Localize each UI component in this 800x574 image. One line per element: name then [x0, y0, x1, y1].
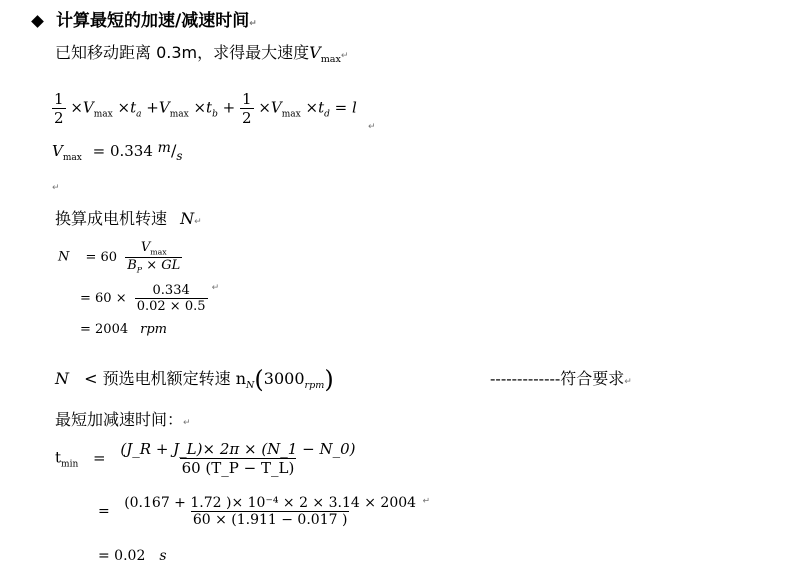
intro-line: 已知移动距离 0.3m，求得最大速度$V_{max}↵$: [55, 43, 349, 66]
paragraph-mark: ↵: [52, 183, 60, 193]
vmax-result: $V_{max} = 0.334$ $m/_s$: [52, 140, 183, 163]
tmin-equation-3: = 0.02 s: [98, 548, 167, 564]
speed-equation-3: = 2004 rpm: [80, 322, 167, 337]
distance-equation: $\frac{1}{2}$ $\times V_{max} \times t_a +V_{max} \times t_b$ + $\frac{1}{2}$ $\times V_{max} \times t_d = l$: [54, 90, 357, 127]
tmin-equation-2: = $\frac{\text{(0.167 + 1.72 )× 10⁻⁴ × 2 × 3.14 × 2004}}{60 \times (1.911 - 0.017 )}$ ↵: [98, 495, 431, 528]
compare-result: -------------符合要求↵: [490, 369, 632, 388]
speed-equation-2: = 60 × $\frac{0.334}{0.02 \times 0.5}$ ↵: [80, 283, 220, 314]
diamond-bullet-icon: [31, 15, 44, 28]
section-heading: 计算最短的加速/减速时间↵: [33, 6, 257, 31]
tmin-label: 最短加减速时间：↵: [55, 410, 191, 429]
convert-line: 换算成电机转速 N↵: [55, 209, 202, 228]
tmin-equation-1: $t_{min}$ = $\frac{(J\_R + J\_L)\times 2\pi \times (N\_1 - N\_0)}{60 (T\_P - T\_L)}$: [55, 440, 356, 477]
paragraph-mark: ↵: [368, 122, 376, 132]
compare-line: N < 预选电机额定转速 $n_N(3000_{rpm})$: [55, 365, 334, 394]
speed-equation-1: N = 60 $\frac{V_{max}}{B_P \times GL}$: [58, 240, 181, 275]
